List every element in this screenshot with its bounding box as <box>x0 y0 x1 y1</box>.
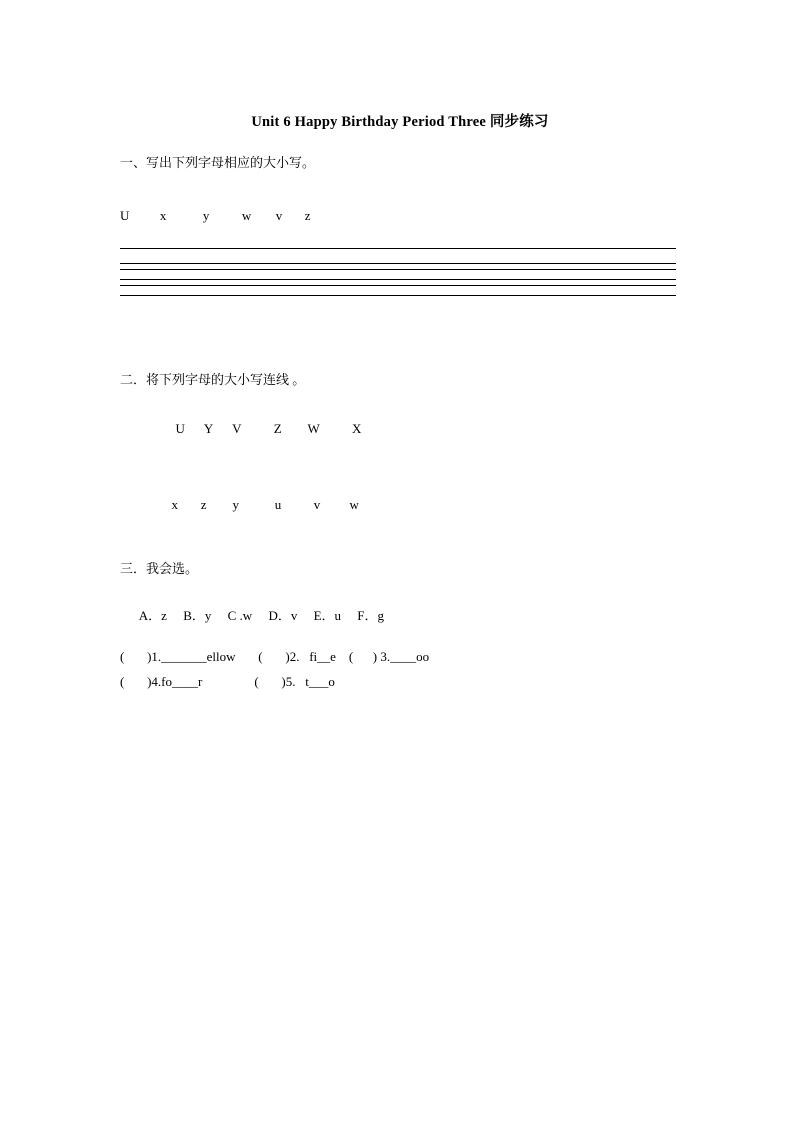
letter-3: y <box>202 207 210 223</box>
section-three-items-line-2: ( )4.fo____r ( )5. t___o <box>120 674 335 690</box>
option-f: F．g <box>357 608 385 624</box>
upper-letter-6: X <box>352 420 362 436</box>
section-three-options <box>120 589 680 640</box>
handwriting-lines <box>120 248 676 296</box>
writing-line <box>120 295 676 296</box>
lower-letter-2: z <box>200 496 207 512</box>
letter-1: U <box>120 207 130 223</box>
document-body <box>120 110 680 690</box>
letter-4: w <box>241 207 252 223</box>
section-one-heading: 一、写出下列字母相应的大小写。 <box>120 155 316 170</box>
section-one-letters <box>120 208 680 224</box>
section-three-items-line-1: ( )1._______ellow ( )2. fi__e ( ) 3.____oo <box>120 649 430 665</box>
upper-letter-3: V <box>232 420 242 436</box>
page-title: Unit 6 Happy Birthday Period Three 同步练习 <box>251 114 549 130</box>
lower-letter-1: x <box>171 496 178 512</box>
upper-letter-2: Y <box>203 420 213 436</box>
letter-6: z <box>304 207 312 223</box>
lower-letter-5: v <box>313 496 321 512</box>
lower-letter-3: y <box>232 496 240 512</box>
section-two-upper-row <box>120 405 680 453</box>
section-three-heading: 三．我会选。 <box>120 560 199 576</box>
option-b: B．y <box>183 608 212 624</box>
section-two-heading: 二．将下列字母的大小写连线 。 <box>120 371 306 387</box>
lower-letter-6: w <box>349 496 359 512</box>
option-c: C .w <box>227 608 253 624</box>
option-d: D．v <box>268 608 298 624</box>
letter-5: v <box>275 207 283 223</box>
upper-letter-1: U <box>175 420 185 436</box>
upper-letter-5: W <box>307 420 320 436</box>
option-a: A．z <box>138 608 167 624</box>
lower-letter-4: u <box>274 496 282 512</box>
upper-letter-4: Z <box>273 420 282 436</box>
option-e: E．u <box>313 608 342 624</box>
section-two-lower-row <box>120 481 680 529</box>
letter-2: x <box>159 207 167 223</box>
